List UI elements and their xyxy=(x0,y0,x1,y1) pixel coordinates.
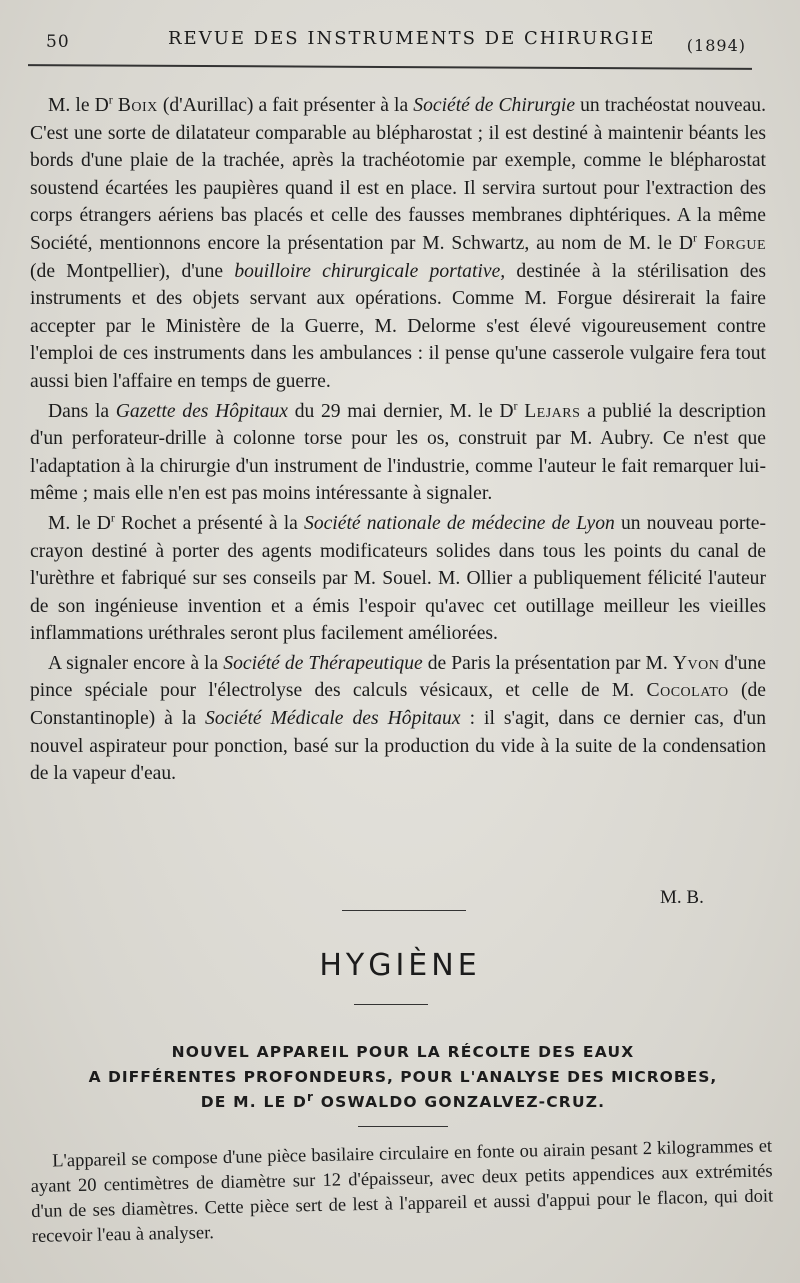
text-run: de Paris la présentation par M. xyxy=(422,652,673,674)
text-run: un trachéostat nouveau. C'est une sorte de dilatateur comparable au blépharostat ; il est destiné à maintenir béants les bords d'une plaie de la trachée, après la trachéotomie par exemple, comme le blépharostat soustend écartées les paupières quand il est en place. Il servira surtout pour l'extraction des corps étrangers aériens bas placés et celle des fausses membranes diphtériques. A la même Société, mentionnons encore la présentation par M. Schwartz, au nom de M. le D xyxy=(30,95,766,254)
header-rule xyxy=(28,64,752,70)
superscript: r xyxy=(513,398,518,412)
paragraph-4 xyxy=(30,650,766,788)
text-run: Rochet a présenté à la xyxy=(114,512,305,534)
text-run: du 29 mai dernier, M. le D xyxy=(288,400,514,422)
text-run: : il s'agit, dans ce dernier cas, d'un nouvel aspirateur pour ponction, basé sur la production du vide à la suite de la condensation de la vapeur d'eau. xyxy=(30,708,767,785)
name-small-caps: Cocolato xyxy=(646,680,729,702)
text-run: d'une pince spéciale pour l'électrolyse des calculs vésicaux, et celle de M. xyxy=(30,652,766,702)
superscript: r xyxy=(110,510,115,525)
article-title xyxy=(30,1040,776,1115)
text-run xyxy=(697,233,704,254)
text-run: Dans la xyxy=(48,400,116,422)
text-run: A signaler encore à la xyxy=(48,652,224,674)
article-paragraph: L'appareil se compose d'une pièce basilaire circulaire en fonte ou airain pesant 2 kilogrammes et ayant 20 centimètres de diamètre sur 12 d'épaisseur, avec deux petits appendices aux extrémités d'un de ses diamètres. Cette pièce sert de lest à l'appareil et aussi d'appui pour le flacon, qui doit recevoir l'eau à analyser. xyxy=(30,1136,774,1247)
article-title-sup: r xyxy=(307,1089,315,1104)
section-divider xyxy=(342,910,466,911)
article-title-line-1: NOUVEL APPAREIL POUR LA RÉCOLTE DES EAUX xyxy=(171,1043,635,1061)
text-run: (de Montpellier), d'une xyxy=(30,260,235,282)
journal-year: (1894) xyxy=(686,36,746,55)
section-title: HYGIÈNE xyxy=(319,948,481,983)
paragraph-2 xyxy=(30,398,766,508)
name-small-caps: Boix xyxy=(117,95,158,116)
article-body xyxy=(30,1134,774,1250)
article-title-line-3 xyxy=(30,1090,776,1115)
article-title-line-3b: OSWALDO GONZALVEZ-CRUZ. xyxy=(314,1093,606,1111)
superscript: r xyxy=(692,230,697,245)
text-run: M. le D xyxy=(48,95,109,116)
running-header xyxy=(30,24,750,58)
journal-title: REVUE DES INSTRUMENTS DE CHIRURGIE xyxy=(168,28,656,49)
name-small-caps: Yvon xyxy=(672,652,720,674)
text-run: un nouveau porte-crayon destiné à porter des agents modificateurs solides dans tous les points du canal de l'urèthre et fabriqué sur ses conseils par M. Souel. M. Ollier a publiquement félicité l'auteur de son ingénieuse invention et a émis l'espoir qu'avec cet outillage meilleur les vieilles inflammations uréthrales seront plus facilement améliorées. xyxy=(30,512,767,645)
article-title-line-3a: DE M. LE D xyxy=(200,1093,308,1111)
name-small-caps: Forgue xyxy=(703,232,766,254)
text-run: a publié la description d'un perforateur-drille à colonne torse pour les os, construit par M. Aubry. Ce n'est que l'adaptation à la chirurgie d'un instrument de l'industrie, comme l'auteur le fait remarquer lui-même ; mais elle n'en est pas moins intéressante à signaler. xyxy=(30,400,766,505)
main-text xyxy=(30,92,766,788)
page-number: 50 xyxy=(46,32,70,52)
paragraph-1 xyxy=(30,92,766,396)
text-run: destinée à la stérilisation des instruments et des objets servant aux opérations. Comme M. Forgue désirerait la faire accepter par le Ministère de la Guerre, M. Delorme s'est élevé vigoureusement contre l'emploi de ces instruments dans les ambulances : il pense qu'une casserole vulgaire fera tout aussi bien l'affaire en temps de guerre. xyxy=(30,260,767,392)
italic-text: Société nationale de médecine de Lyon xyxy=(304,512,615,534)
italic-text: Gazette des Hôpitaux xyxy=(115,400,289,422)
article-divider xyxy=(358,1126,448,1127)
text-run: M. le D xyxy=(48,512,111,534)
article-title-line-2: A DIFFÉRENTES PROFONDEURS, POUR L'ANALYSE DES MICROBES, xyxy=(88,1068,718,1086)
superscript: r xyxy=(108,92,113,107)
italic-text: bouilloire chirurgicale portative, xyxy=(234,260,506,282)
italic-text: Société Médicale des Hôpitaux xyxy=(205,708,461,730)
paragraph-3 xyxy=(30,510,766,648)
text-run: (de Constantinople) à la xyxy=(30,680,766,730)
author-signature: M. B. xyxy=(660,887,704,908)
italic-text: Société de Chirurgie xyxy=(413,95,576,116)
italic-text: Société de Thérapeutique xyxy=(223,652,423,674)
title-divider xyxy=(354,1004,428,1005)
text-run: (d'Aurillac) a fait présenter à la xyxy=(157,95,414,116)
name-small-caps: Lejars xyxy=(524,400,581,422)
